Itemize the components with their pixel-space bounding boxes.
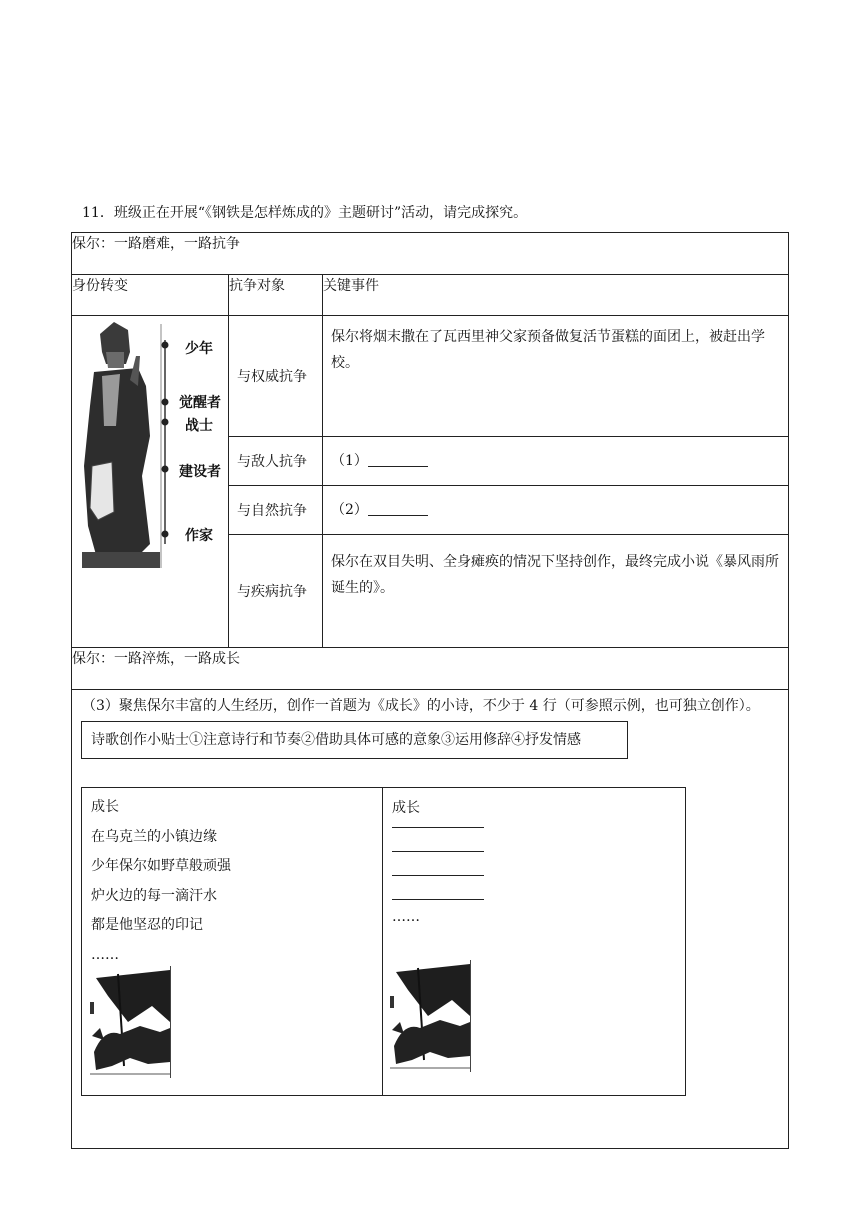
cavalry-banner-icon-2 [390,960,472,1072]
event-illness: 保尔在双目失明、全身瘫痪的情况下坚持创作，最终完成小说《暴风雨所诞生的》。 [323,535,789,648]
target-authority: 与权威抗争 [229,316,323,437]
poem-blank [392,797,484,925]
inquiry-table [71,232,789,1149]
answer-blank-1[interactable] [368,451,428,467]
header-identity: 身份转变 [72,275,229,316]
identity-figure-cell [72,316,229,648]
poem-example-title: 成长 [91,799,119,815]
timeline-label-builder: 建设者 [179,464,221,480]
task3-prompt: （3）聚焦保尔丰富的人生经历，创作一首题为《成长》的小诗，不少于 4 行（可参照示例，也可独立创作）。 [82,698,760,714]
soldier-silhouette-icon [82,322,160,568]
timeline-label-youth: 少年 [185,341,213,357]
section1-title: 保尔：一路磨难，一路抗争 [72,233,789,275]
event-authority: 保尔将烟末撒在了瓦西里神父家预备做复活节蛋糕的面团上，被赶出学校。 [323,316,789,437]
poem-example-line-2: 少年保尔如野草般顽强 [91,858,231,874]
timeline-label-writer: 作家 [185,528,213,544]
poem-tips-box: 诗歌创作小贴士①注意诗行和节奏②借助具体可感的意象③运用修辞④抒发情感 [81,721,628,759]
poem-example [91,793,231,970]
timeline-label-awakener: 觉醒者 [179,395,221,411]
poem-blank-line-2[interactable] [392,851,484,852]
event-enemy-cell [323,437,789,486]
target-illness: 与疾病抗争 [229,535,323,648]
target-nature: 与自然抗争 [229,486,323,535]
header-target: 抗争对象 [229,275,323,316]
target-enemy: 与敌人抗争 [229,437,323,486]
poem-blank-line-1[interactable] [392,827,484,828]
poem-blank-ellipsis: …… [392,909,420,925]
poem-example-line-3: 炉火边的每一滴汗水 [91,887,217,904]
poem-blank-line-4[interactable] [392,899,484,900]
cavalry-banner-icon [90,966,172,1078]
poem-box [81,787,686,1096]
timeline-label-soldier: 战士 [185,418,213,434]
poem-example-ellipsis: …… [91,946,119,963]
section2-title: 保尔：一路淬炼，一路成长 [72,648,789,690]
answer-blank-2[interactable] [368,500,428,516]
event-enemy-label: （1） [331,453,368,469]
poem-example-line-1: 在乌克兰的小镇边缘 [91,828,217,845]
header-event: 关键事件 [323,275,789,316]
question-stem: 11．班级正在开展“《钢铁是怎样炼成的》主题研讨”活动，请完成探究。 [82,205,528,221]
poem-blank-line-3[interactable] [392,875,484,876]
event-nature-label: （2） [331,502,368,518]
poem-blank-title: 成长 [392,800,420,816]
poem-example-line-4: 都是他坚忍的印记 [91,917,203,933]
task3-cell [72,690,789,1149]
event-nature-cell [323,486,789,535]
